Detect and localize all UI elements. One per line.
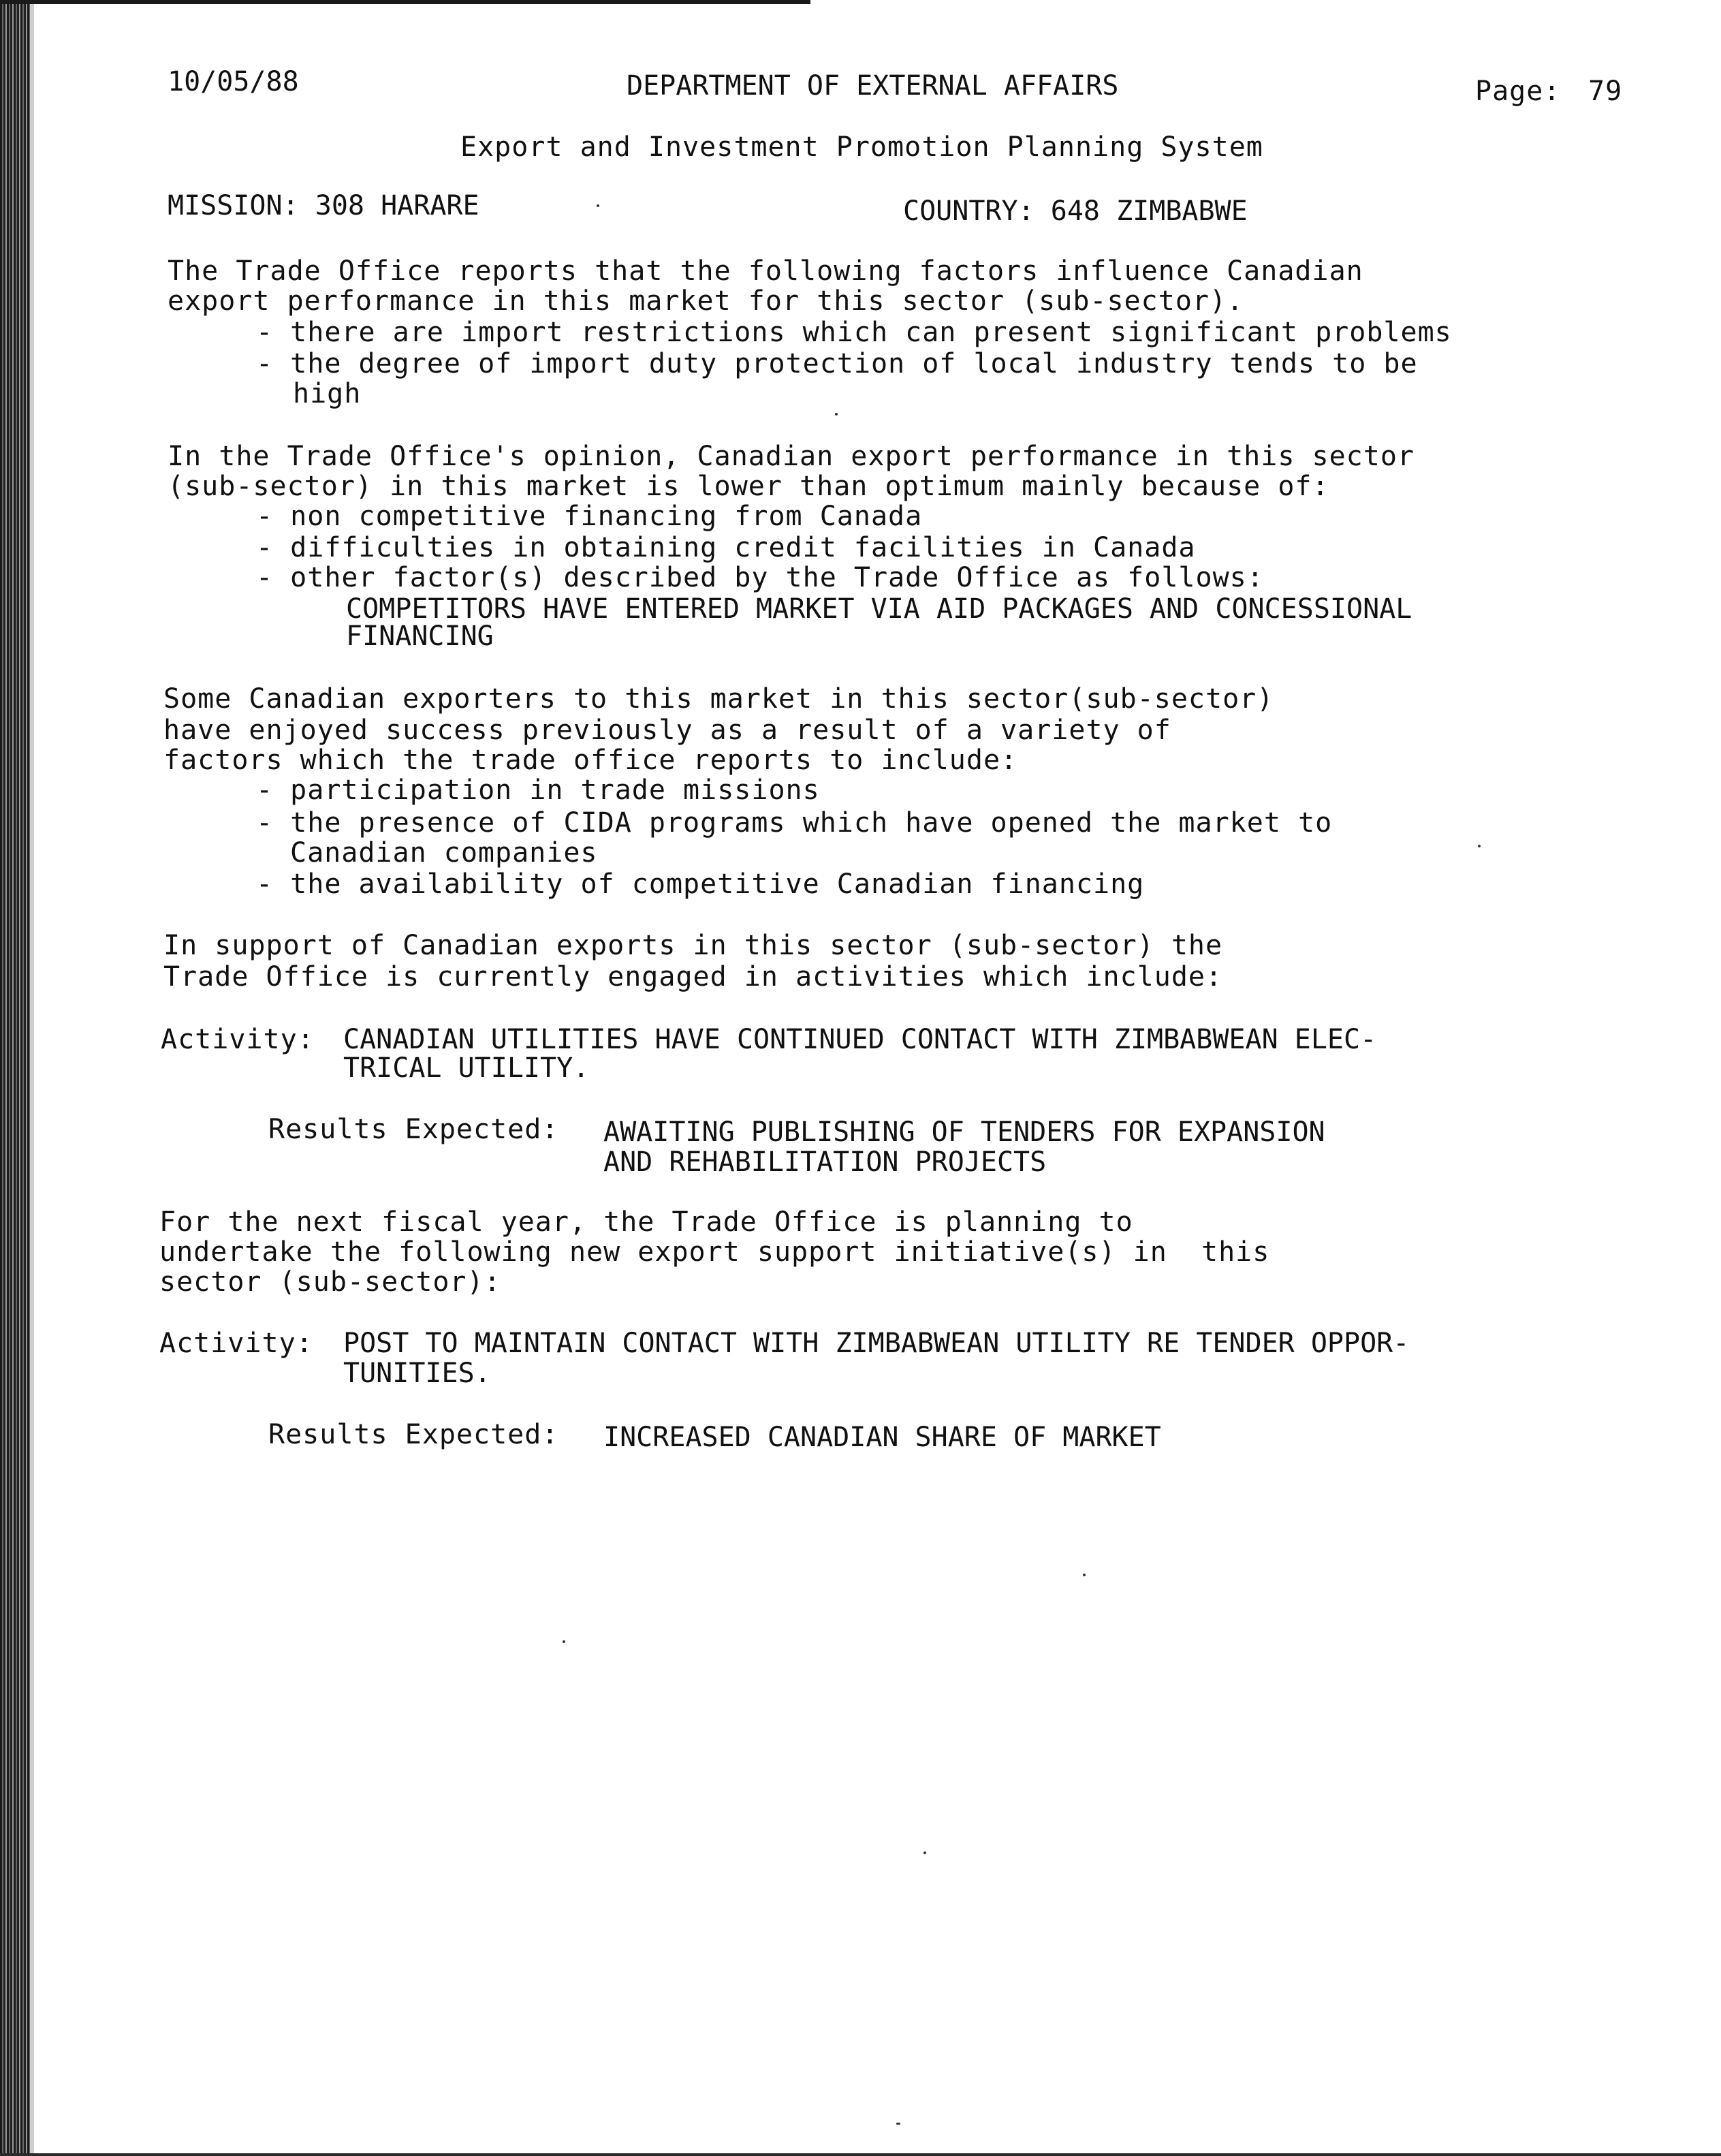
report-date: 10/05/88 <box>168 66 299 97</box>
section1-item-2-cont: high <box>293 378 362 409</box>
scan-speck <box>896 2123 900 2125</box>
department-title: DEPARTMENT OF EXTERNAL AFFAIRS <box>627 70 1119 101</box>
section1-intro-line2: export performance in this market for this sector (sub-sector). <box>168 285 1244 317</box>
scan-speck <box>835 413 838 416</box>
scan-speck <box>1083 1574 1086 1576</box>
section3-item-2-cont: Canadian companies <box>290 837 598 869</box>
section2-detail-line1: COMPETITORS HAVE ENTERED MARKET VIA AID PACKAGES AND CONCESSIONAL <box>346 593 1412 625</box>
section3-intro-line2: have enjoyed success previously as a result of a variety of <box>163 715 1171 746</box>
scan-speck <box>563 1640 565 1643</box>
section2-intro-line1: In the Trade Office's opinion, Canadian export performance in this sector <box>168 441 1415 472</box>
system-title: Export and Investment Promotion Planning System <box>460 131 1263 163</box>
scan-edge-top <box>0 0 810 4</box>
section4-results-line2: AND REHABILITATION PROJECTS <box>603 1146 1047 1178</box>
section2-detail-line2: FINANCING <box>346 621 494 652</box>
section3-intro-line3: factors which the trade office reports to include: <box>163 745 1018 776</box>
section4-activity-line1: CANADIAN UTILITIES HAVE CONTINUED CONTACT WITH ZIMBABWEAN ELEC- <box>343 1024 1377 1055</box>
section2-item-2: - difficulties in obtaining credit facilities in Canada <box>256 532 1196 563</box>
section4-intro-line1: In support of Canadian exports in this sector (sub-sector) the <box>163 930 1223 961</box>
scan-speck <box>923 1852 926 1854</box>
section4-activity-line2: TRICAL UTILITY. <box>343 1052 590 1084</box>
mission-field: MISSION: 308 HARARE <box>168 190 479 221</box>
section5-results-line1: INCREASED CANADIAN SHARE OF MARKET <box>603 1422 1161 1453</box>
section1-item-2: - the degree of import duty protection of local industry tends to be <box>256 348 1418 379</box>
page-label: Page: <box>1475 76 1561 107</box>
section2-item-1: - non competitive financing from Canada <box>256 501 923 532</box>
section3-item-1: - participation in trade missions <box>256 775 820 806</box>
page-number: 79 <box>1588 76 1623 107</box>
section5-intro-line1: For the next fiscal year, the Trade Office is planning to <box>159 1206 1133 1238</box>
scan-edge-left-shadow <box>30 0 34 2156</box>
section2-intro-line2: (sub-sector) in this market is lower than optimum mainly because of: <box>168 471 1329 502</box>
scan-speck <box>597 204 599 207</box>
section3-item-3: - the availability of competitive Canadian financing <box>256 869 1145 900</box>
section1-intro-line1: The Trade Office reports that the following factors influence Canadian <box>168 255 1363 287</box>
scan-speck <box>1478 845 1481 847</box>
section4-results-line1: AWAITING PUBLISHING OF TENDERS FOR EXPANSION <box>603 1116 1325 1148</box>
section5-intro-line3: sector (sub-sector): <box>159 1266 501 1298</box>
section4-activity-label: Activity: <box>161 1024 315 1055</box>
section5-activity-label: Activity: <box>159 1328 313 1359</box>
section1-item-1: - there are import restrictions which can present significant problems <box>256 317 1452 348</box>
section5-results-label: Results Expected: <box>268 1419 559 1450</box>
scan-edge-bottom <box>0 2153 1721 2156</box>
section3-item-2: - the presence of CIDA programs which have opened the market to <box>256 807 1333 839</box>
scan-edge-left <box>0 0 30 2156</box>
section3-intro-line1: Some Canadian exporters to this market in this sector(sub-sector) <box>163 683 1274 715</box>
section4-intro-line2: Trade Office is currently engaged in activities which include: <box>163 961 1223 993</box>
section4-results-label: Results Expected: <box>268 1114 559 1145</box>
section5-activity-line1: POST TO MAINTAIN CONTACT WITH ZIMBABWEAN UTILITY RE TENDER OPPOR- <box>343 1328 1410 1359</box>
section5-intro-line2: undertake the following new export support initiative(s) in this <box>159 1236 1270 1268</box>
section5-activity-line2: TUNITIES. <box>343 1358 491 1389</box>
country-field: COUNTRY: 648 ZIMBABWE <box>903 196 1248 227</box>
section2-item-3: - other factor(s) described by the Trade Office as follows: <box>256 562 1264 593</box>
